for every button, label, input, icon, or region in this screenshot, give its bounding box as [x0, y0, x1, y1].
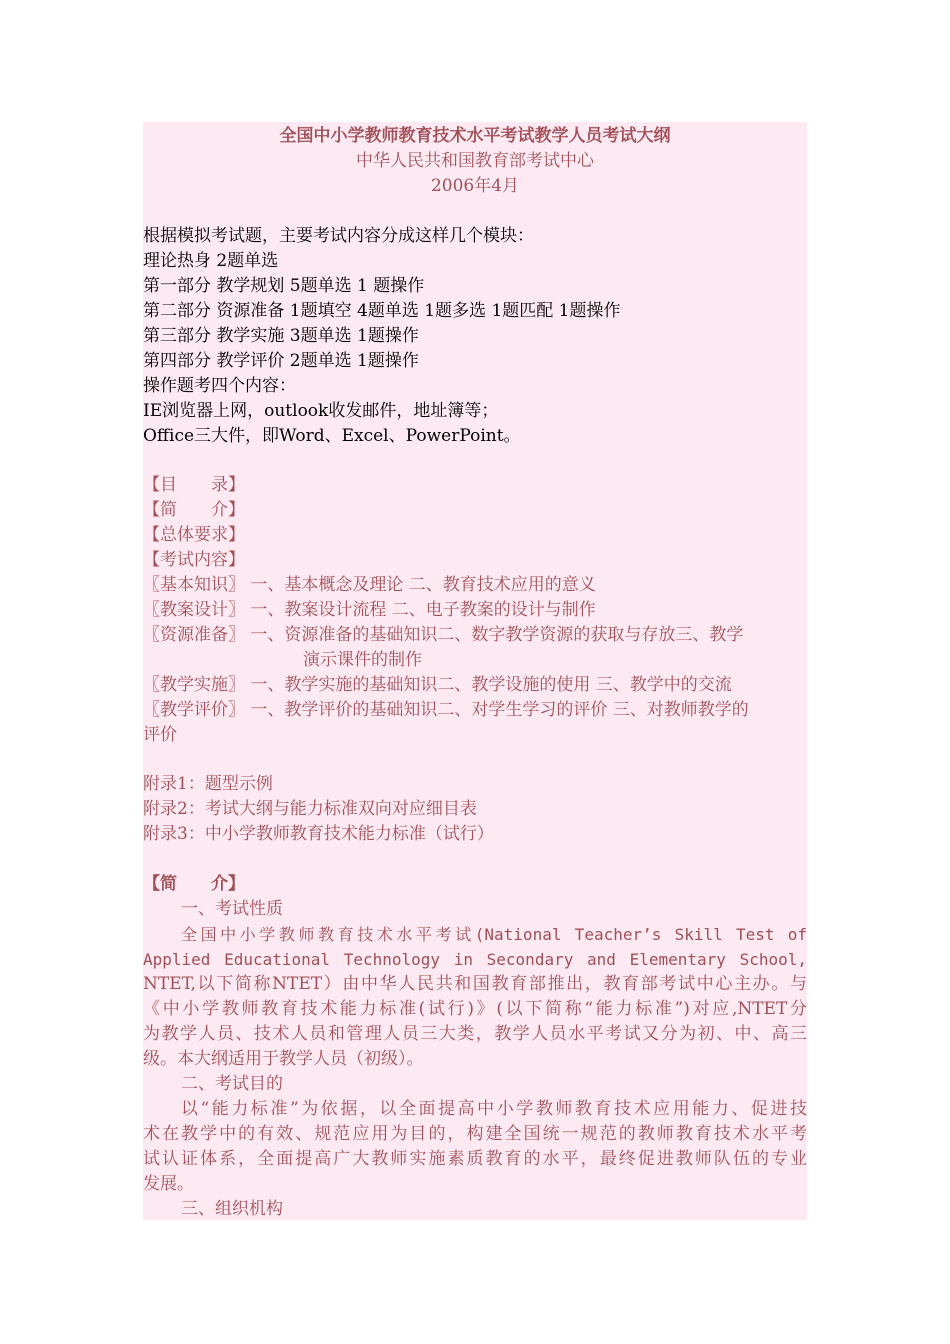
document-title: 全国中小学教师教育技术水平考试教学人员考试大纲	[279, 126, 671, 146]
document-page	[143, 122, 807, 1220]
summary-item: 理论热身 2题单选	[143, 251, 279, 271]
appendix-item: 附录3：中小学教师教育技术能力标准（试行）	[143, 824, 494, 844]
toc-heading: 【目 录】	[143, 475, 245, 495]
summary-item: 第四部分 教学评价 2题单选 1题操作	[143, 351, 419, 371]
subsection-title: 一、考试性质	[181, 899, 283, 919]
toc-teaching-evaluation: 〖教学评价〗 一、教学评价的基础知识二、对学生学习的评价 三、对教师教学的	[143, 700, 749, 720]
ops-item: IE浏览器上网，outlook收发邮件，地址簿等；	[143, 401, 499, 421]
paragraph-line: 术在教学中的有效、规范应用为目的，构建全国统一规范的教师教育技术水平考	[143, 1124, 807, 1144]
section-heading: 【简 介】	[143, 874, 245, 894]
paragraph-line: 级。本大纲适用于教学人员（初级）。	[143, 1049, 424, 1069]
toc-teaching-evaluation-cont: 评价	[143, 725, 177, 745]
paragraph-line: 以“能力标准”为依据，以全面提高中小学教师教育技术应用能力、促进技	[181, 1099, 807, 1119]
issuer: 中华人民共和国教育部考试中心	[356, 151, 594, 171]
summary-item: 第一部分 教学规划 5题单选 1 题操作	[143, 276, 425, 296]
paragraph-line: NTET,以下简称NTET）由中华人民共和国教育部推出，教育部考试中心主办。与	[143, 974, 807, 994]
toc-teaching-implementation: 〖教学实施〗 一、教学实施的基础知识二、教学设施的使用 三、教学中的交流	[143, 675, 732, 695]
paragraph-line: 发展。	[143, 1174, 194, 1194]
subsection-title: 二、考试目的	[181, 1074, 283, 1094]
toc-resource-prep: 〖资源准备〗 一、资源准备的基础知识二、数字教学资源的获取与存放三、教学	[143, 625, 744, 645]
toc-heading: 【总体要求】	[143, 525, 245, 545]
issue-date: 2006年4月	[430, 176, 520, 196]
toc-heading: 【考试内容】	[143, 550, 245, 570]
toc-heading: 【简 介】	[143, 500, 245, 520]
summary-intro: 根据模拟考试题，主要考试内容分成这样几个模块：	[143, 226, 534, 246]
ops-item: Office三大件，即Word、Excel、PowerPoint。	[143, 426, 521, 446]
summary-item: 第二部分 资源准备 1题填空 4题单选 1题多选 1题匹配 1题操作	[143, 301, 621, 321]
paragraph-line: 试认证体系，全面提高广大教师实施素质教育的水平，最终促进教师队伍的专业	[143, 1149, 807, 1169]
ops-title: 操作题考四个内容：	[143, 376, 296, 396]
paragraph-line: 全国中小学教师教育技术水平考试(National Teacher’s Skill Test of	[181, 925, 807, 944]
appendix-item: 附录2：考试大纲与能力标准双向对应细目表	[143, 799, 477, 819]
toc-resource-prep-cont: 演示课件的制作	[303, 650, 422, 670]
toc-lesson-design: 〖教案设计〗 一、教案设计流程 二、电子教案的设计与制作	[143, 600, 596, 620]
paragraph-line: Applied Educational Technology in Secondary and Elementary School,	[143, 950, 807, 969]
summary-item: 第三部分 教学实施 3题单选 1题操作	[143, 326, 419, 346]
toc-basic-knowledge: 〖基本知识〗 一、基本概念及理论 二、教育技术应用的意义	[143, 575, 596, 595]
appendix-item: 附录1：题型示例	[143, 774, 273, 794]
paragraph-line: 为教学人员、技术人员和管理人员三大类，教学人员水平考试又分为初、中、高三	[143, 1024, 807, 1044]
subsection-title: 三、组织机构	[181, 1199, 283, 1219]
paragraph-line: 《中小学教师教育技术能力标准(试行)》(以下简称“能力标准”)对应,NTET分	[143, 999, 807, 1019]
